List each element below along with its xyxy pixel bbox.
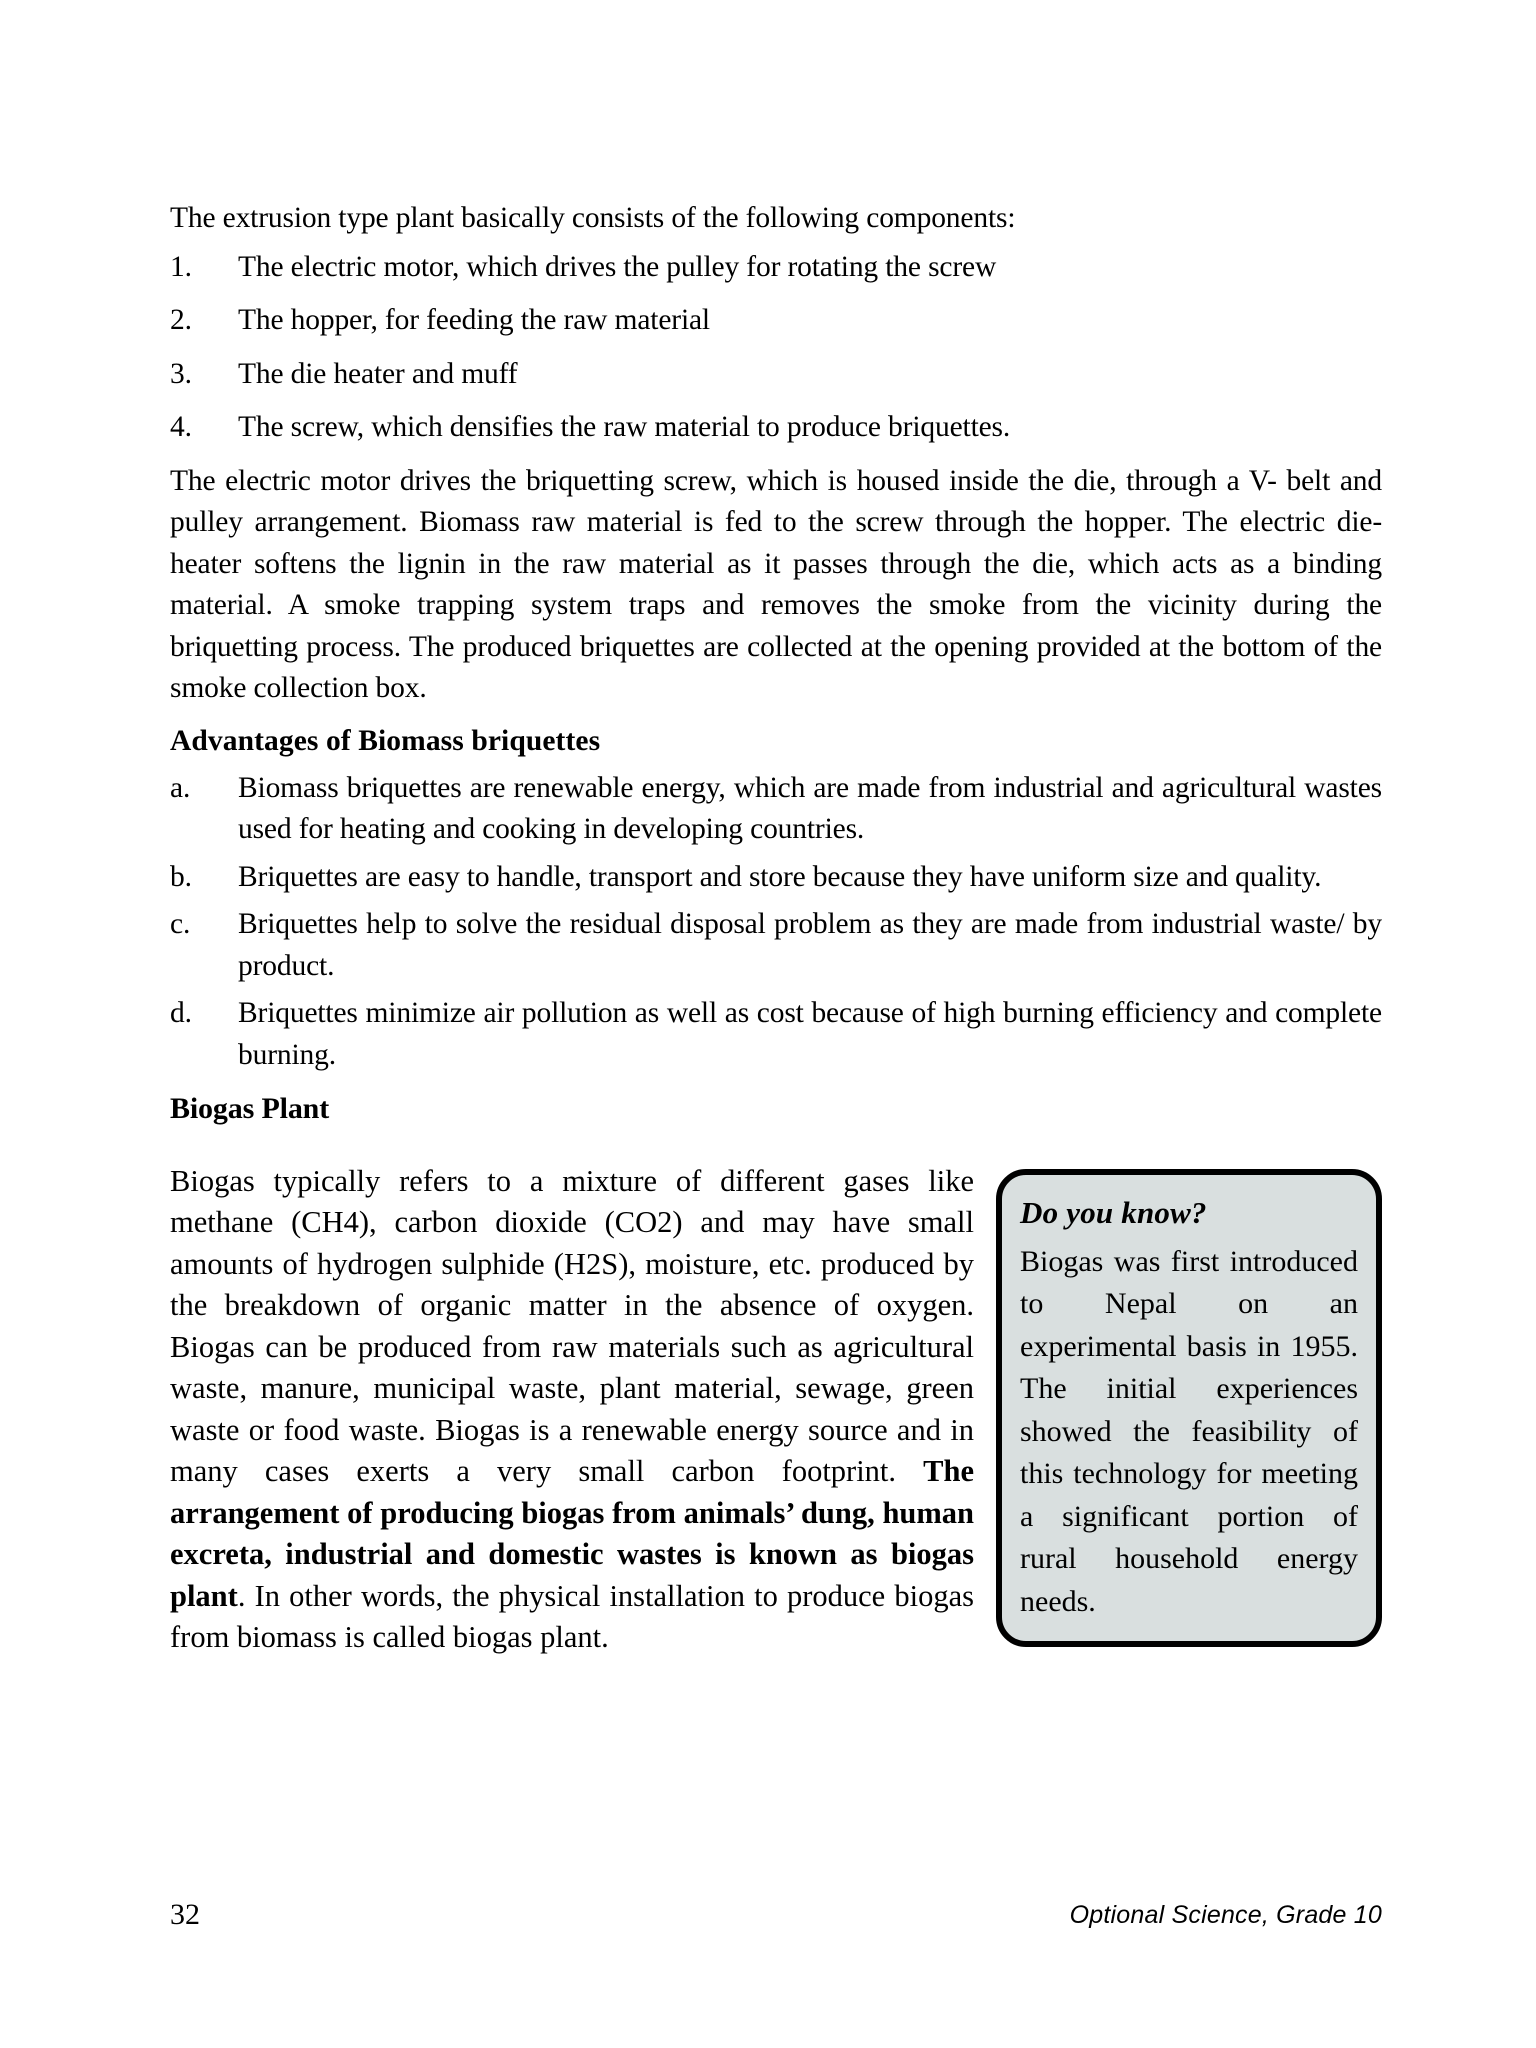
callout-body-text: Biogas was first introduced to Nepal on an experimental basis in 1955. The initial experiences showed the feasibility of this technology for meeting a significant portion of rural household energy needs. [1020,1244,1358,1618]
list-marker: b. [170,860,192,893]
page-number: 32 [170,1898,200,1931]
biogas-paragraph-part1: Biogas typically refers to a mixture of different gases like methane (CH4), carbon dioxide (CO2) and may have small amounts of hydrogen sulphide (H2S), moisture, etc. produced by the breakdown of organic matter in the absence of oxygen. Biogas can be produced from raw materials such as agricultural waste, manure, municipal waste, plant material, sewage, green waste or food waste. Biogas is a renewable energy source and in many cases exerts a very small carbon footprint. [170,1163,974,1488]
components-numbered-list [170,247,1382,449]
list-item [170,407,1382,449]
list-item [170,993,1382,1076]
list-item-text: The electric motor, which drives the pulley for rotating the screw [238,250,997,283]
list-item [170,247,1382,289]
list-marker: 4. [170,411,192,443]
list-item [170,768,1382,851]
advantages-lettered-list [170,768,1382,1077]
list-item-text: Biomass briquettes are renewable energy, which are made from industrial and agricultural wastes used for heating and cooking in developing countries. [238,771,1382,845]
list-item [170,857,1382,899]
list-marker: c. [170,908,191,940]
list-item-text: The hopper, for feeding the raw material [238,304,710,336]
advantages-heading: Advantages of Biomass briquettes [170,724,601,757]
list-item [170,904,1382,987]
list-marker: d. [170,997,192,1029]
motor-description-paragraph: The electric motor drives the briquetting screw, which is housed inside the die, through a V- belt and pulley arrangement. Biomass raw material is fed to the screw through the hopper. The electric die-heater softens the lignin in the raw material as it passes through the die, which acts as a binding material. A smoke trapping system traps and removes the smoke from the vicinity during the briquetting process. The produced briquettes are collected at the opening provided at the bottom of the smoke collection box. [170,464,1382,704]
callout-title: Do you know? [1020,1194,1207,1230]
list-marker: 1. [170,250,192,283]
biogas-paragraph-part2: . In other words, the physical installation to produce biogas from biomass is called biogas plant. [170,1578,974,1654]
list-marker: 3. [170,357,192,390]
biogas-plant-heading: Biogas Plant [170,1092,330,1125]
list-item-text: Briquettes minimize air pollution as well as cost because of high burning efficiency and complete burning. [238,997,1382,1071]
list-item-text: The die heater and muff [238,357,518,390]
intro-lead-text: The extrusion type plant basically consists of the following components: [170,202,1016,234]
list-item-text: The screw, which densifies the raw material to produce briquettes. [238,411,1011,443]
page-footer [170,1895,1382,1939]
book-title-footer: Optional Science, Grade 10 [1069,1901,1382,1929]
list-marker: a. [170,771,191,804]
list-item-text: Briquettes help to solve the residual disposal problem as they are made from industrial waste/ by product. [238,908,1382,982]
page-content [170,198,1382,1689]
list-item [170,300,1382,342]
list-item [170,354,1382,396]
upper-section [170,198,1382,1130]
biogas-section [170,1161,1382,1690]
list-item-text: Briquettes are easy to handle, transport and store because they have uniform size and quality. [238,860,1322,893]
biogas-paragraph-bold-definition: The arrangement of producing biogas from animals’ dung, human excreta, industrial and domestic wastes is known as biogas plant [170,1454,974,1613]
list-marker: 2. [170,304,192,336]
do-you-know-callout [996,1169,1382,1648]
